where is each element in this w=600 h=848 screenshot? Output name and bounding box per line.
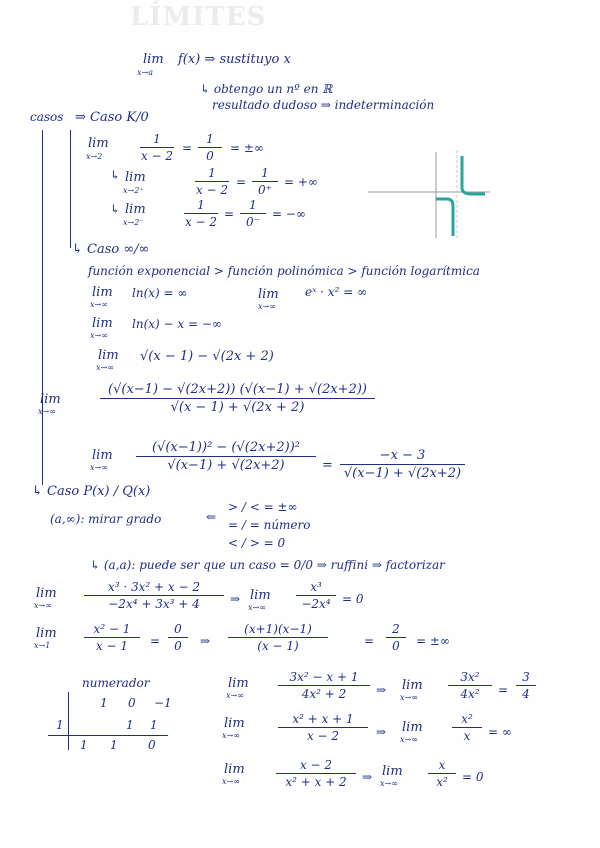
lim-label: lim	[36, 586, 57, 601]
inf-example-ln: ln(x) = ∞	[132, 286, 188, 300]
implies-arrow: ⇒	[200, 634, 211, 648]
equals-sign: =	[224, 207, 235, 221]
equals-sign: =	[498, 683, 509, 697]
casos-label: casos	[30, 110, 64, 124]
implies-arrow: ⇒	[376, 683, 387, 697]
ruffini-coef: −1	[154, 696, 172, 710]
lim-label: lim	[92, 316, 113, 331]
fraction: 1 0⁺	[252, 166, 278, 197]
fraction: x − 2 x² + x + 2	[276, 758, 356, 789]
ruffini-vertical-line	[68, 692, 69, 750]
lim-subscript: x→1	[34, 641, 51, 650]
left-branch-curve	[436, 199, 453, 236]
lim-subscript: x→a	[137, 68, 153, 77]
fraction: 3x² − x + 1 4x² + 2	[278, 670, 370, 701]
lim-label: lim	[125, 170, 146, 185]
implies-arrow: ⇒	[362, 770, 373, 784]
lim-label: lim	[98, 348, 119, 363]
fraction: 1 x − 2	[140, 132, 174, 163]
lim-subscript: x→2⁺	[123, 186, 144, 195]
fraction: 0 0	[168, 622, 188, 653]
lim-label: lim	[402, 678, 423, 693]
ruffini-coef: 0	[128, 696, 136, 710]
ruffini-coef: 1	[100, 696, 108, 710]
lim-subscript: x→∞	[380, 779, 398, 788]
lim-subscript: x→∞	[96, 363, 114, 372]
ruffini-divisor: 1	[56, 718, 64, 732]
intro-note-result: ↳ obtengo un nº en ℝ	[200, 82, 333, 96]
right-branch-curve	[462, 156, 485, 194]
lim-label: lim	[88, 136, 109, 151]
rule-arrow: ⇐	[206, 510, 217, 524]
lim-subscript: x→∞	[248, 603, 266, 612]
fraction: (x+1)(x−1) (x − 1)	[228, 622, 328, 653]
lim-label: lim	[224, 716, 245, 731]
rule-greater: > / < = ±∞	[228, 500, 298, 514]
inf-example-roots: √(x − 1) − √(2x + 2)	[140, 349, 274, 364]
equals-sign: =	[322, 458, 333, 473]
lim-subscript: x→∞	[90, 463, 108, 472]
fraction: x³ −2x⁴	[296, 580, 336, 611]
fraction: x² x	[452, 712, 482, 743]
equals-sign: =	[236, 175, 247, 189]
implies-arrow: ⇒	[230, 592, 241, 606]
conjugate-fraction: (√(x−1) − √(2x+2)) (√(x−1) + √(2x+2)) √(x − 1) + √(2x + 2)	[100, 382, 375, 415]
lim-subscript: x→∞	[222, 777, 240, 786]
case-inf-title: ↳ Caso ∞/∞	[72, 242, 150, 257]
equals-sign: =	[182, 141, 193, 155]
implies-arrow: ⇒	[376, 725, 387, 739]
inf-example-exp: eˣ · x² = ∞	[305, 285, 368, 299]
ruffini-cell: 1	[110, 738, 118, 752]
rule-ruffini: ↳ (a,a): puede ser que un caso = 0/0 ⇒ ruffini ⇒ factorizar	[90, 558, 445, 572]
equals-sign: =	[364, 634, 375, 648]
rule-degree: (a,∞): mirar grado	[50, 512, 162, 526]
case-k0-title: ⇒ Caso K/0	[75, 110, 149, 125]
right-example2-result: = ∞	[488, 725, 512, 739]
rule-less: < / > = 0	[228, 536, 286, 550]
lim-label: lim	[228, 676, 249, 691]
branch-arrow: ↳	[110, 168, 121, 182]
intro-note-indeterminate: resultado dudoso ⇒ indeterminación	[212, 98, 435, 112]
lim-label: lim	[125, 202, 146, 217]
case-k0-result: = ±∞	[230, 141, 264, 155]
lim-label: lim	[92, 285, 113, 300]
fraction: 1 x − 2	[195, 166, 229, 197]
ruffini-cell: 1	[80, 738, 88, 752]
intro-expression: f(x) ⇒ sustituyo x	[178, 52, 291, 67]
lim-label: lim	[382, 764, 403, 779]
ruffini-horizontal-line	[48, 735, 168, 736]
left-limit-result: = −∞	[272, 207, 306, 221]
fraction: 2 0	[386, 622, 406, 653]
growth-hierarchy: función exponencial > función polinómica > función logarítmica	[88, 264, 480, 278]
lim-subscript: x→∞	[90, 300, 108, 309]
fraction: 1 0	[198, 132, 222, 163]
lim-subscript: x→∞	[90, 331, 108, 340]
ruffini-cell: 1	[126, 718, 134, 732]
lim-label: lim	[224, 762, 245, 777]
fraction: 1 0⁻	[240, 198, 266, 229]
page-heading: LÍMITES	[130, 2, 267, 32]
lim-subscript: x→∞	[226, 691, 244, 700]
ruffini-cell: 1	[150, 718, 158, 732]
lim-label: lim	[36, 626, 57, 641]
squared-fraction: (√(x−1))² − (√(2x+2))² √(x−1) + √(2x+2)	[136, 440, 316, 473]
lim-subscript: x→∞	[258, 302, 276, 311]
right-limit-result: = +∞	[284, 175, 318, 189]
fraction: 3 4	[516, 670, 536, 701]
lim-subscript: x→∞	[222, 731, 240, 740]
pq-example2-result: = ±∞	[416, 634, 450, 648]
equals-sign: =	[150, 634, 161, 648]
case-pq-title: ↳ Caso P(x) / Q(x)	[32, 484, 151, 499]
right-example3-result: = 0	[462, 770, 484, 784]
lim-subscript: x→∞	[400, 735, 418, 744]
lim-subscript: x→2⁻	[123, 218, 144, 227]
lim-label: lim	[40, 392, 61, 407]
lim-label: lim	[402, 720, 423, 735]
fraction: x x²	[428, 758, 456, 789]
lim-subscript: x→∞	[38, 407, 56, 416]
lim-subscript: x→∞	[400, 693, 418, 702]
fraction: x² + x + 1 x − 2	[278, 712, 368, 743]
fraction: 1 x − 2	[184, 198, 218, 229]
fraction: x³ · 3x² + x − 2 −2x⁴ + 3x³ + 4	[84, 580, 224, 611]
lim-label: lim	[250, 588, 271, 603]
ruffini-remainder: 0	[148, 738, 156, 752]
lim-label: lim	[258, 287, 279, 302]
fraction: x² − 1 x − 1	[84, 622, 140, 653]
lim-subscript: x→∞	[34, 601, 52, 610]
inf-example-ln-minus-x: ln(x) − x = −∞	[132, 317, 222, 331]
branch-arrow: ↳	[110, 202, 121, 216]
lim-subscript: x→2	[86, 152, 103, 161]
lim-label: lim	[143, 52, 164, 67]
ruffini-title: numerador	[82, 676, 150, 690]
rule-equal: = / = número	[228, 518, 311, 532]
lim-label: lim	[92, 448, 113, 463]
pq-example1-result: = 0	[342, 592, 364, 606]
result-fraction: −x − 3 √(x−1) + √(2x+2)	[340, 448, 465, 481]
fraction: 3x² 4x²	[448, 670, 492, 701]
